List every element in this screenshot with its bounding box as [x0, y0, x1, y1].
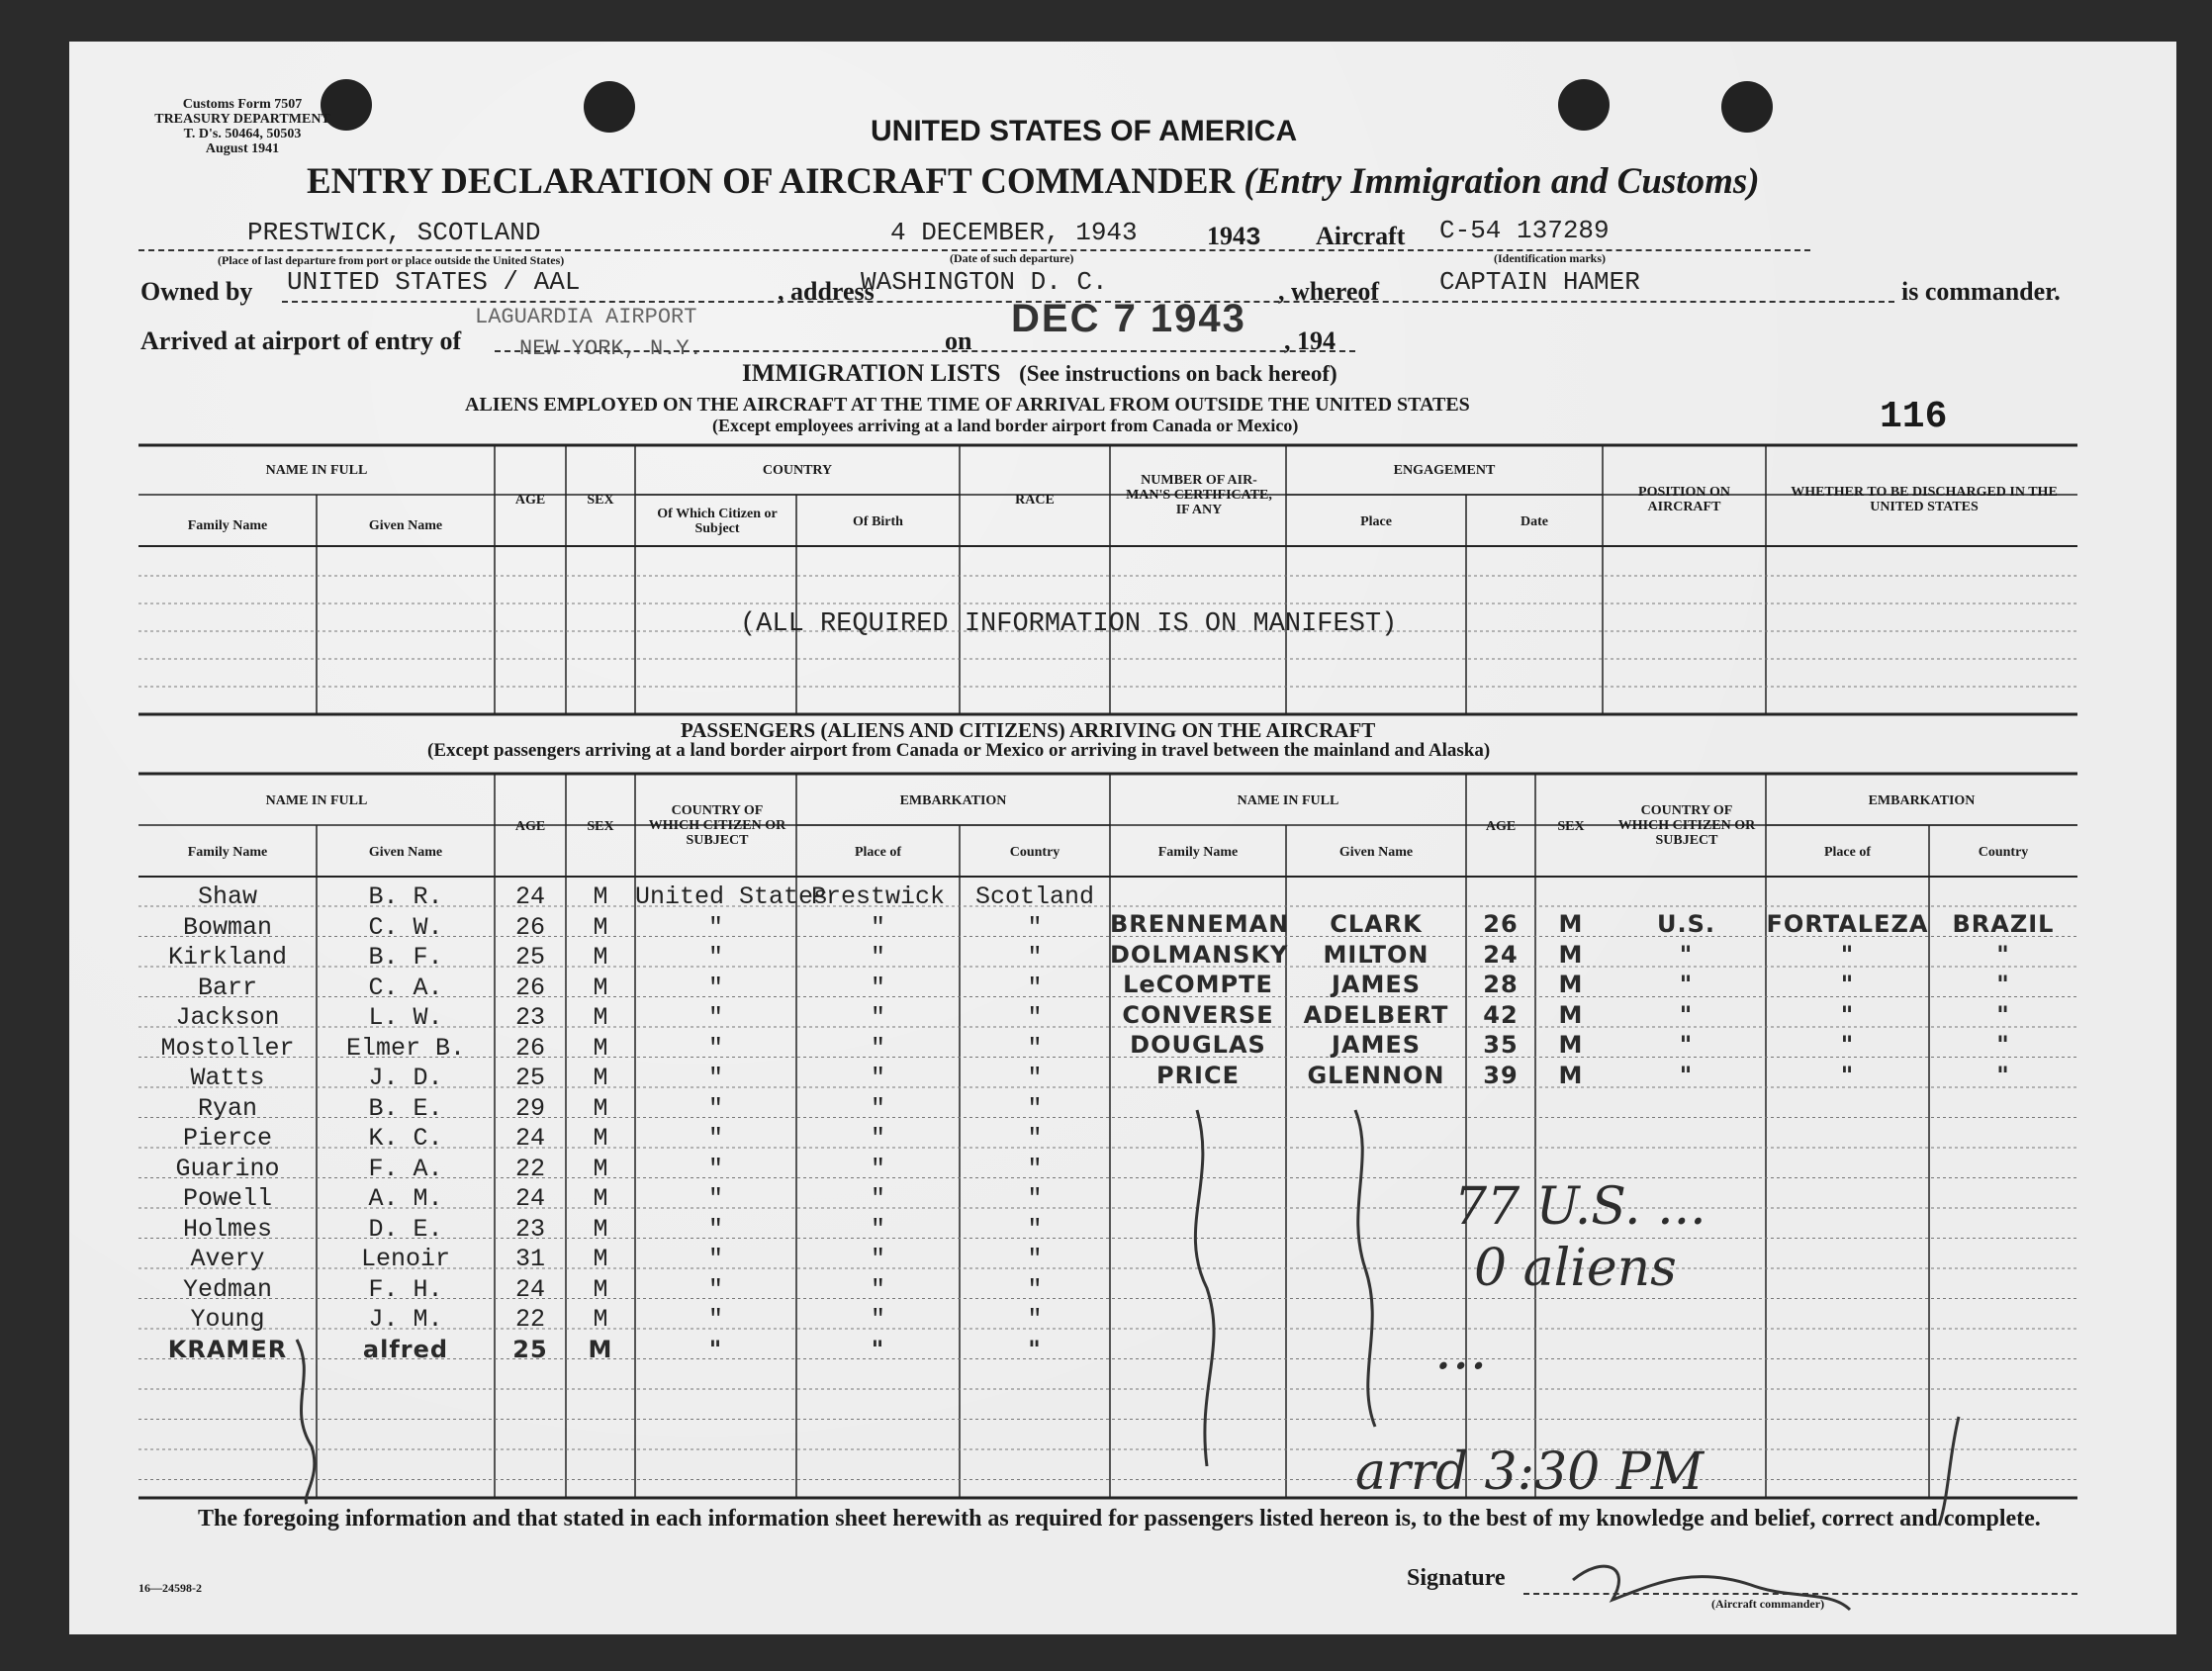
- passenger-citizen-cell: ": [707, 1154, 723, 1183]
- passenger-country-cell: ": [1027, 973, 1043, 1002]
- passenger-citizen-cell: ": [707, 1274, 723, 1304]
- passenger-place-cell: ": [870, 1274, 885, 1304]
- immigration-title-text: IMMIGRATION LISTS: [742, 360, 1001, 387]
- passenger-family-cell: Powell: [182, 1184, 272, 1213]
- passenger-right-age-cell: 42: [1483, 1000, 1519, 1029]
- passenger-sex-cell: M: [593, 1064, 608, 1092]
- hdr-date: Date: [1521, 514, 1548, 529]
- passenger-given-cell: B. R.: [368, 882, 443, 911]
- hdr-sex: SEX: [587, 493, 614, 508]
- pass-hdr-embarkation-r: EMBARKATION: [1868, 793, 1976, 808]
- manifest-note: (ALL REQUIRED INFORMATION IS ON MANIFEST): [740, 609, 1398, 639]
- pass-hdr-family-r: Family Name: [1157, 845, 1239, 860]
- passenger-citizen-cell: United States: [635, 882, 829, 911]
- commander-value: CAPTAIN HAMER: [1439, 267, 1640, 297]
- handwritten-note-2: 0 aliens: [1474, 1239, 1677, 1298]
- passenger-place-cell: Prestwick: [810, 882, 946, 911]
- passenger-citizen-cell: ": [707, 1184, 723, 1213]
- passenger-place-cell: ": [871, 1335, 885, 1363]
- passengers-title-text: PASSENGERS (ALIENS AND CITIZENS) ARRIVING ON THE AIRCRAFT: [681, 718, 1376, 742]
- pass-hdr-citizen-r: COUNTRY OF WHICH CITIZEN OR SUBJECT: [1617, 803, 1756, 848]
- passenger-right-citizen-cell: ": [1679, 971, 1694, 998]
- form-code: 16—24598-2: [138, 1581, 202, 1595]
- form-department: TREASURY DEPARTMENT: [154, 112, 330, 127]
- passenger-country-cell: ": [1027, 1245, 1043, 1273]
- passenger-right-family-cell: DOLMANSKY: [1110, 940, 1289, 969]
- passenger-family-cell: Mostoller: [160, 1033, 295, 1063]
- passenger-right-sex-cell: M: [1558, 971, 1584, 998]
- hdr-position: POSITION ON AIRCRAFT: [1638, 485, 1730, 514]
- passenger-right-given-cell: GLENNON: [1307, 1061, 1445, 1089]
- table-grid: [69, 42, 2176, 1634]
- passenger-right-age-cell: 35: [1483, 1031, 1519, 1059]
- pass-hdr-embarkation: EMBARKATION: [899, 793, 1007, 808]
- country-title: UNITED STATES OF AMERICA: [871, 115, 1298, 147]
- passenger-right-citizen-cell: ": [1679, 1061, 1694, 1089]
- hdr-certificate: NUMBER OF AIR-MAN'S CERTIFICATE, IF ANY: [1126, 473, 1272, 517]
- passenger-right-family-cell: DOUGLAS: [1130, 1031, 1266, 1059]
- passenger-right-country-cell: ": [1996, 971, 2010, 998]
- passenger-given-cell: J. D.: [368, 1064, 443, 1092]
- pass-hdr-place: Place of: [854, 845, 902, 860]
- passenger-family-cell: Ryan: [197, 1093, 257, 1123]
- passenger-place-cell: ": [870, 912, 885, 942]
- passenger-given-cell: alfred: [362, 1335, 449, 1363]
- passenger-sex-cell: M: [593, 1184, 608, 1213]
- passenger-family-cell: Shaw: [197, 882, 257, 911]
- passenger-right-citizen-cell: ": [1679, 1000, 1694, 1029]
- passengers-subnote: (Except passengers arriving at a land border airport from Canada or Mexico or arriving in travel between the mainland and Alaska): [427, 740, 1491, 761]
- passenger-age-cell: 26: [514, 973, 545, 1002]
- passenger-right-age-cell: 24: [1483, 940, 1519, 969]
- passenger-citizen-cell: ": [707, 973, 723, 1002]
- passenger-place-cell: ": [870, 973, 885, 1002]
- pass-hdr-family: Family Name: [187, 845, 268, 860]
- passenger-right-country-cell: BRAZIL: [1952, 910, 2055, 938]
- passenger-age-cell: 25: [514, 1064, 545, 1092]
- passenger-sex-cell: M: [593, 882, 608, 911]
- passenger-right-place-cell: ": [1840, 1061, 1855, 1089]
- passenger-age-cell: 23: [514, 1214, 545, 1244]
- passenger-place-cell: ": [870, 1305, 885, 1334]
- hdr-engagement: ENGAGEMENT: [1393, 463, 1496, 478]
- passenger-sex-cell: M: [593, 1154, 608, 1183]
- passenger-country-cell: ": [1027, 1003, 1043, 1032]
- pass-hdr-place-r: Place of: [1823, 845, 1872, 860]
- passenger-right-family-cell: CONVERSE: [1122, 1000, 1274, 1029]
- passenger-right-country-cell: ": [1996, 1061, 2010, 1089]
- handwritten-note-1: 77 U.S. ...: [1454, 1177, 1706, 1237]
- aircraft-caption: (Identification marks): [1494, 251, 1606, 265]
- owned-by-value: UNITED STATES / AAL: [287, 267, 581, 297]
- immigration-subnote: (Except employees arriving at a land border airport from Canada or Mexico): [712, 416, 1299, 435]
- passenger-citizen-cell: ": [707, 943, 723, 972]
- arrival-year-prefix: , 194: [1284, 326, 1336, 355]
- passenger-citizen-cell: ": [707, 1245, 723, 1273]
- whereof-label: , whereof: [1278, 277, 1380, 306]
- passenger-right-sex-cell: M: [1558, 1000, 1584, 1029]
- passenger-place-cell: ": [870, 943, 885, 972]
- passenger-right-given-cell: JAMES: [1331, 1031, 1422, 1059]
- pass-hdr-name-r: NAME IN FULL: [1237, 793, 1339, 808]
- passenger-age-cell: 24: [514, 882, 545, 911]
- passenger-sex-cell: M: [593, 1033, 608, 1063]
- passenger-right-given-cell: JAMES: [1331, 971, 1422, 998]
- pass-hdr-age: AGE: [514, 819, 546, 834]
- passenger-place-cell: ": [870, 1064, 885, 1092]
- title-sub: (Entry Immigration and Customs): [1244, 161, 1760, 202]
- hdr-citizen: Of Which Citizen or Subject: [657, 507, 778, 536]
- pass-hdr-age-r: AGE: [1485, 819, 1517, 834]
- passenger-country-cell: ": [1027, 1305, 1043, 1334]
- year-prefix-text: 194: [1207, 222, 1245, 250]
- handwritten-note-4: arrd 3:30 PM: [1355, 1442, 1705, 1502]
- passenger-age-cell: 25: [514, 943, 545, 972]
- passenger-country-cell: ": [1027, 1093, 1043, 1123]
- departure-date: 4 DECEMBER, 1943: [890, 218, 1138, 247]
- pass-hdr-given-r: Given Name: [1338, 845, 1414, 860]
- passenger-age-cell: 25: [512, 1335, 548, 1363]
- hdr-country: COUNTRY: [762, 463, 833, 478]
- passenger-right-place-cell: ": [1840, 940, 1855, 969]
- passenger-citizen-cell: ": [707, 1093, 723, 1123]
- passenger-place-cell: ": [870, 1184, 885, 1213]
- passenger-right-sex-cell: M: [1558, 940, 1584, 969]
- passenger-sex-cell: M: [593, 1245, 608, 1273]
- pass-hdr-country: Country: [1009, 845, 1060, 860]
- passenger-age-cell: 31: [514, 1245, 545, 1273]
- passenger-right-sex-cell: M: [1558, 1031, 1584, 1059]
- passenger-place-cell: ": [870, 1033, 885, 1063]
- passenger-country-cell: Scotland: [974, 882, 1095, 911]
- passenger-given-cell: Lenoir: [360, 1245, 450, 1273]
- passenger-sex-cell: M: [593, 943, 608, 972]
- hdr-age: AGE: [514, 493, 546, 508]
- passenger-sex-cell: M: [593, 973, 608, 1002]
- hdr-race: RACE: [1015, 493, 1055, 508]
- passenger-sex-cell: M: [593, 1305, 608, 1334]
- passenger-given-cell: C. A.: [368, 973, 443, 1002]
- passenger-right-given-cell: CLARK: [1330, 910, 1423, 938]
- passenger-citizen-cell: ": [707, 912, 723, 942]
- passenger-right-country-cell: ": [1996, 940, 2010, 969]
- pass-hdr-country-r: Country: [1978, 845, 2029, 860]
- passenger-citizen-cell: ": [707, 1064, 723, 1092]
- signature-line[interactable]: [1523, 1593, 2077, 1595]
- passenger-family-cell: Kirkland: [167, 943, 288, 972]
- passenger-right-family-cell: LeCOMPTE: [1123, 971, 1273, 998]
- address-label: , address: [778, 277, 875, 306]
- passenger-place-cell: ": [870, 1214, 885, 1244]
- passenger-citizen-cell: ": [708, 1335, 723, 1363]
- passenger-right-place-cell: ": [1840, 971, 1855, 998]
- passenger-given-cell: F. A.: [368, 1154, 443, 1183]
- arrival-date-stamp: DEC 7 1943: [1011, 297, 1246, 340]
- departure-date-caption: (Date of such departure): [950, 251, 1074, 265]
- passenger-age-cell: 23: [514, 1003, 545, 1032]
- pass-hdr-sex-r: SEX: [1557, 819, 1585, 834]
- passenger-right-age-cell: 39: [1483, 1061, 1519, 1089]
- passenger-sex-cell: M: [593, 1003, 608, 1032]
- passenger-family-cell: Watts: [190, 1064, 265, 1092]
- aircraft-id: C-54 137289: [1439, 216, 1610, 245]
- departure-place: PRESTWICK, SCOTLAND: [247, 218, 541, 247]
- passenger-family-cell: Bowman: [182, 912, 272, 942]
- immigration-title-note: (See instructions on back hereof): [1019, 361, 1337, 386]
- passenger-right-sex-cell: M: [1558, 910, 1584, 938]
- passenger-family-cell: Holmes: [182, 1214, 272, 1244]
- is-commander-label: is commander.: [1901, 277, 2061, 306]
- passenger-given-cell: Elmer B.: [345, 1033, 466, 1063]
- passenger-age-cell: 29: [514, 1093, 545, 1123]
- passenger-age-cell: 24: [514, 1184, 545, 1213]
- passenger-right-citizen-cell: ": [1679, 940, 1694, 969]
- passenger-country-cell: ": [1027, 1154, 1043, 1183]
- passenger-sex-cell: M: [593, 912, 608, 942]
- arrived-label: Arrived at airport of entry of: [140, 326, 462, 355]
- immigration-subtitle: ALIENS EMPLOYED ON THE AIRCRAFT AT THE TIME OF ARRIVAL FROM OUTSIDE THE UNITED STATES: [465, 394, 1470, 416]
- passenger-country-cell: ": [1027, 943, 1043, 972]
- passenger-family-cell: Young: [190, 1305, 265, 1334]
- passenger-right-family-cell: PRICE: [1155, 1061, 1240, 1089]
- passenger-country-cell: ": [1027, 1064, 1043, 1092]
- passenger-place-cell: ": [870, 1124, 885, 1153]
- passenger-age-cell: 26: [514, 912, 545, 942]
- passenger-right-place-cell: ": [1840, 1031, 1855, 1059]
- passenger-country-cell: ": [1027, 1214, 1043, 1244]
- on-label: on: [945, 326, 972, 355]
- title-main: ENTRY DECLARATION OF AIRCRAFT COMMANDER: [307, 161, 1236, 202]
- passenger-age-cell: 26: [514, 1033, 545, 1063]
- passenger-country-cell: ": [1028, 1335, 1042, 1363]
- passenger-right-given-cell: ADELBERT: [1303, 1000, 1449, 1029]
- passenger-place-cell: ": [870, 1093, 885, 1123]
- passenger-given-cell: A. M.: [368, 1184, 443, 1213]
- pass-hdr-sex: SEX: [587, 819, 614, 834]
- form-number: Customs Form 7507: [182, 97, 303, 112]
- passenger-sex-cell: M: [593, 1124, 608, 1153]
- passenger-given-cell: B. F.: [368, 943, 443, 972]
- passenger-citizen-cell: ": [707, 1033, 723, 1063]
- passenger-sex-cell: M: [588, 1335, 613, 1363]
- departure-place-caption: (Place of last departure from port or place outside the United States): [218, 253, 565, 267]
- hdr-birth: Of Birth: [853, 514, 903, 529]
- passenger-given-cell: B. E.: [368, 1093, 443, 1123]
- signature-label: Signature: [1407, 1565, 1506, 1591]
- passenger-age-cell: 24: [514, 1274, 545, 1304]
- form-td: T. D's. 50464, 50503: [183, 127, 302, 141]
- passenger-given-cell: K. C.: [368, 1124, 443, 1153]
- hdr-place: Place: [1360, 514, 1392, 529]
- passenger-right-citizen-cell: U.S.: [1656, 910, 1715, 938]
- owned-by-label: Owned by: [140, 277, 253, 306]
- address-value: WASHINGTON D. C.: [861, 267, 1108, 297]
- handwritten-note-3: ...: [1434, 1318, 1488, 1382]
- hdr-name-in-full: NAME IN FULL: [265, 463, 368, 478]
- airport-line2: NEW YORK, N.Y.: [519, 336, 702, 361]
- passenger-right-family-cell: BRENNEMAN: [1110, 910, 1290, 938]
- passenger-family-cell: Jackson: [175, 1003, 280, 1032]
- hdr-discharged: WHETHER TO BE DISCHARGED IN THE UNITED STATES: [1791, 485, 2058, 514]
- passenger-family-cell: Yedman: [182, 1274, 272, 1304]
- form-sheet: [69, 42, 2176, 1634]
- passenger-right-place-cell: FORTALEZA: [1766, 910, 1929, 938]
- passenger-family-cell: Barr: [197, 973, 257, 1002]
- passenger-right-country-cell: ": [1996, 1000, 2010, 1029]
- pass-hdr-citizen: COUNTRY OF WHICH CITIZEN OR SUBJECT: [648, 803, 786, 848]
- passenger-right-place-cell: ": [1840, 1000, 1855, 1029]
- passenger-given-cell: J. M.: [368, 1305, 443, 1334]
- passenger-citizen-cell: ": [707, 1305, 723, 1334]
- passenger-citizen-cell: ": [707, 1124, 723, 1153]
- passenger-family-cell: Avery: [190, 1245, 265, 1273]
- passenger-given-cell: L. W.: [368, 1003, 443, 1032]
- passenger-family-cell: Pierce: [182, 1124, 272, 1153]
- passenger-right-given-cell: MILTON: [1323, 940, 1429, 969]
- airport-line1: LAGUARDIA AIRPORT: [475, 305, 697, 329]
- signature-caption: (Aircraft commander): [1711, 1597, 1825, 1611]
- passenger-given-cell: C. W.: [368, 912, 443, 942]
- passenger-country-cell: ": [1027, 1033, 1043, 1063]
- passenger-given-cell: D. E.: [368, 1214, 443, 1244]
- passenger-country-cell: ": [1027, 1184, 1043, 1213]
- passenger-citizen-cell: ": [707, 1003, 723, 1032]
- pass-hdr-name: NAME IN FULL: [265, 793, 368, 808]
- passenger-place-cell: ": [870, 1245, 885, 1273]
- passenger-age-cell: 24: [514, 1124, 545, 1153]
- arrival-year-text: 194: [1297, 326, 1336, 355]
- immigration-number: 116: [1880, 396, 1948, 438]
- passenger-right-sex-cell: M: [1558, 1061, 1584, 1089]
- passenger-age-cell: 22: [514, 1154, 545, 1183]
- passenger-right-country-cell: ": [1996, 1031, 2010, 1059]
- hdr-given-name: Given Name: [368, 518, 443, 533]
- aircraft-label: Aircraft: [1316, 222, 1406, 250]
- passenger-place-cell: ": [870, 1003, 885, 1032]
- passenger-country-cell: ": [1027, 1274, 1043, 1304]
- passenger-country-cell: ": [1027, 912, 1043, 942]
- passenger-age-cell: 22: [514, 1305, 545, 1334]
- passenger-right-citizen-cell: ": [1679, 1031, 1694, 1059]
- hdr-family-name: Family Name: [187, 518, 268, 533]
- year-suffix: 3: [1245, 223, 1261, 252]
- form-date: August 1941: [205, 141, 280, 156]
- passenger-family-cell: Guarino: [175, 1154, 280, 1183]
- passenger-given-cell: F. H.: [368, 1274, 443, 1304]
- pass-hdr-given: Given Name: [368, 845, 443, 860]
- passenger-right-age-cell: 28: [1483, 971, 1519, 998]
- certification-statement: The foregoing information and that stated in each information sheet herewith as required for passengers listed hereon is, to the best of my knowledge and belief, correct and complete.: [198, 1506, 2041, 1532]
- passenger-citizen-cell: ": [707, 1214, 723, 1244]
- passenger-place-cell: ": [870, 1154, 885, 1183]
- passenger-right-age-cell: 26: [1483, 910, 1519, 938]
- passenger-family-cell: KRAMER: [167, 1335, 288, 1363]
- passenger-country-cell: ": [1027, 1124, 1043, 1153]
- passenger-sex-cell: M: [593, 1274, 608, 1304]
- passenger-sex-cell: M: [593, 1214, 608, 1244]
- passenger-sex-cell: M: [593, 1093, 608, 1123]
